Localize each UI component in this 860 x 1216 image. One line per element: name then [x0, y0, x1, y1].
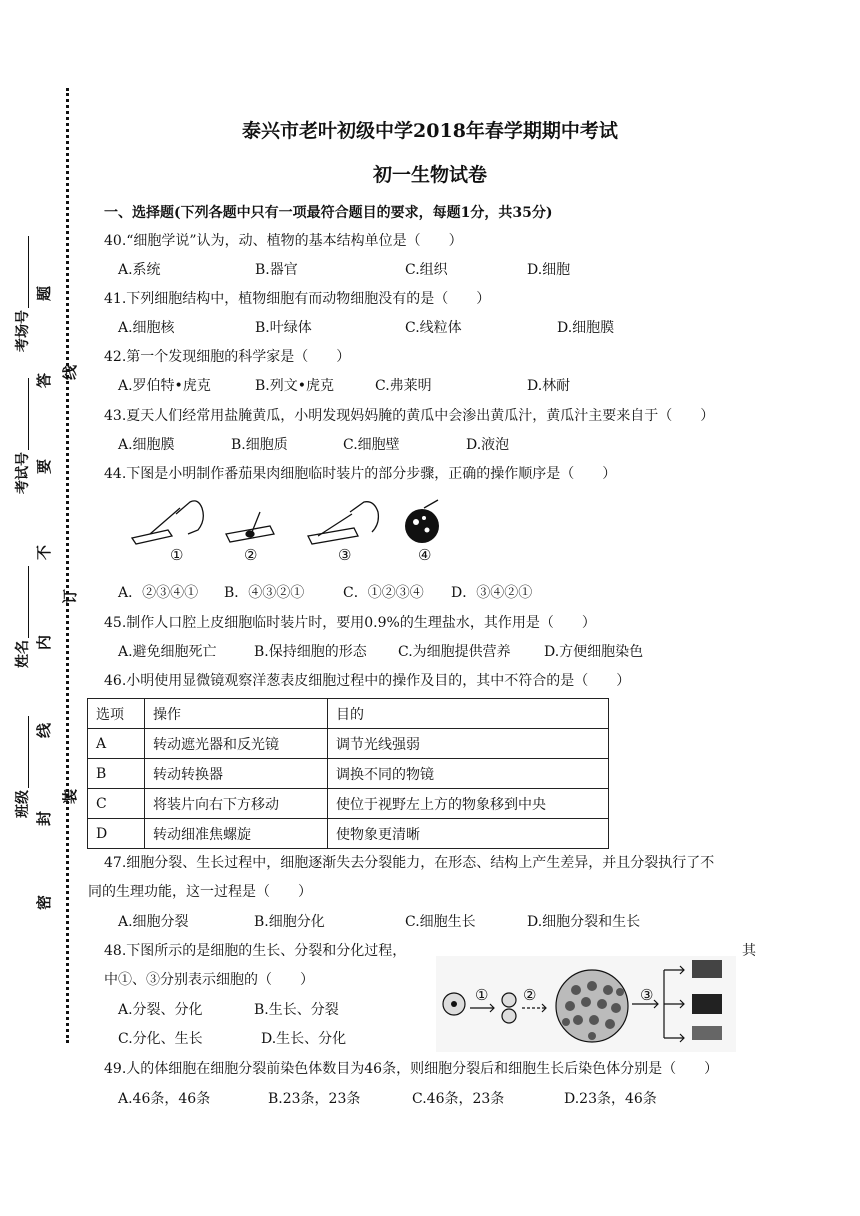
option: C.线粒体	[405, 320, 462, 336]
table-header: 操作	[145, 699, 328, 729]
question-46: 46.小明使用显微镜观察洋葱表皮细胞过程中的操作及目的，其中不符合的是（ ）	[104, 673, 631, 689]
option: D.23条，46条	[564, 1091, 657, 1107]
question-41: 41.下列细胞结构中，植物细胞有而动物细胞没有的是（ ）	[104, 291, 491, 307]
option: D.生长、分化	[261, 1031, 347, 1047]
margin-char: 线	[35, 722, 54, 739]
option: B.细胞分化	[254, 914, 325, 930]
option: A．②③④①	[118, 585, 199, 601]
question-42: 42.第一个发现细胞的科学家是（ ）	[104, 349, 351, 365]
option: D.液泡	[466, 437, 510, 453]
field-exam-room: 考场号	[12, 236, 32, 352]
option: C.46条，23条	[412, 1091, 505, 1107]
operations-table	[87, 698, 609, 849]
figure-label: ④	[418, 546, 432, 564]
margin-char: 不	[35, 544, 54, 561]
question-48-line1: 48.下图所示的是细胞的生长、分裂和分化过程，	[104, 943, 407, 959]
question-44-text: 44.下图是小明制作番茄果肉细胞临时装片的部分步骤，正确的操作顺序是（ ）	[104, 466, 617, 482]
figure-label: ①	[170, 546, 184, 564]
table-cell: 将装片向右下方移动	[145, 789, 328, 819]
option: B.叶绿体	[255, 320, 312, 336]
figure-label: ②	[523, 986, 537, 1004]
question-43: 43.夏天人们经常用盐腌黄瓜，小明发现妈妈腌的黄瓜中会渗出黄瓜汁，黄瓜汁主要来自于（ ）	[104, 408, 715, 424]
table-header: 目的	[328, 699, 609, 729]
figure-label: ②	[244, 546, 258, 564]
option: B.器官	[255, 262, 298, 278]
section-header: 一、选择题(下列各题中只有一项最符合题目的要求，每题1分，共35分)	[104, 205, 553, 221]
cell-process-figure	[436, 956, 736, 1052]
table-cell: D	[88, 819, 145, 849]
option: D.细胞分裂和生长	[527, 914, 641, 930]
margin-char: 要	[35, 458, 54, 475]
table-cell: A	[88, 729, 145, 759]
figure-label: ③	[338, 546, 352, 564]
option: B.23条，23条	[268, 1091, 361, 1107]
table-cell: 调换不同的物镜	[328, 759, 609, 789]
option: A.罗伯特•虎克	[118, 378, 211, 394]
table-cell: 调节光线强弱	[328, 729, 609, 759]
question-40: 40.“细胞学说”认为，动、植物的基本结构单位是（ ）	[104, 233, 463, 249]
field-name: 姓名	[12, 566, 32, 668]
figure-label: ①	[475, 986, 489, 1004]
binding-dotted-line	[66, 88, 69, 1043]
option: B．④③②①	[224, 585, 305, 601]
table-header: 选项	[88, 699, 145, 729]
margin-char: 题	[35, 285, 54, 302]
option: C.组织	[405, 262, 448, 278]
page-title: 泰兴市老叶初级中学2018年春学期期中考试	[242, 120, 618, 142]
option: D.林耐	[527, 378, 571, 394]
option: C．①②③④	[343, 585, 424, 601]
option: A.避免细胞死亡	[118, 644, 217, 660]
table-row	[88, 819, 609, 849]
option: B.生长、分裂	[254, 1002, 339, 1018]
option: A.细胞膜	[118, 437, 175, 453]
option: B.列文•虎克	[255, 378, 334, 394]
table-cell: 转动遮光器和反光镜	[145, 729, 328, 759]
question-47-line2: 同的生理功能，这一过程是（ ）	[88, 884, 312, 900]
table-cell: C	[88, 789, 145, 819]
question-47-line1: 47.细胞分裂、生长过程中，细胞逐渐失去分裂能力，在形态、结构上产生差异，并且分裂执行了不	[104, 855, 715, 871]
table-cell: 使物象更清晰	[328, 819, 609, 849]
option: C.细胞生长	[405, 914, 476, 930]
margin-char: 答	[35, 372, 54, 389]
option: C.细胞壁	[343, 437, 400, 453]
margin-char: 内	[35, 634, 54, 651]
figure-label: ③	[640, 986, 654, 1004]
question-49: 49.人的体细胞在细胞分裂前染色体数目为46条，则细胞分裂后和细胞生长后染色体分别是（ ）	[104, 1061, 719, 1077]
question-48-line2: 中①、③分别表示细胞的（ ）	[104, 972, 314, 988]
option: C.为细胞提供营养	[398, 644, 511, 660]
page-subtitle: 初一生物试卷	[372, 164, 487, 186]
table-cell: B	[88, 759, 145, 789]
question-45: 45.制作人口腔上皮细胞临时装片时，要用0.9%的生理盐水，其作用是（ ）	[104, 615, 596, 631]
table-cell: 转动细准焦螺旋	[145, 819, 328, 849]
table-cell: 使位于视野左上方的物象移到中央	[328, 789, 609, 819]
option: D.细胞	[527, 262, 571, 278]
option: A.分裂、分化	[118, 1002, 203, 1018]
margin-char: 密	[35, 894, 54, 911]
option: A.46条，46条	[118, 1091, 211, 1107]
option: C.分化、生长	[118, 1031, 203, 1047]
option: B.细胞质	[231, 437, 288, 453]
option: A.细胞核	[118, 320, 175, 336]
field-exam-number: 考试号	[12, 378, 32, 494]
option: A.系统	[118, 262, 161, 278]
option: B.保持细胞的形态	[254, 644, 367, 660]
margin-char: 装	[61, 788, 80, 805]
option: D.方便细胞染色	[544, 644, 644, 660]
margin-char: 封	[35, 810, 54, 827]
table-row	[88, 729, 609, 759]
field-class: 班级	[12, 716, 32, 818]
table-row	[88, 789, 609, 819]
table-header-row	[88, 699, 609, 729]
question-48-tail: 其	[742, 943, 756, 959]
option: C.弗莱明	[375, 378, 432, 394]
option: A.细胞分裂	[118, 914, 189, 930]
margin-char: 订	[61, 588, 80, 605]
margin-char: 线	[61, 364, 80, 381]
table-row	[88, 759, 609, 789]
option: D.细胞膜	[557, 320, 615, 336]
option: D．③④②①	[451, 585, 533, 601]
table-cell: 转动转换器	[145, 759, 328, 789]
